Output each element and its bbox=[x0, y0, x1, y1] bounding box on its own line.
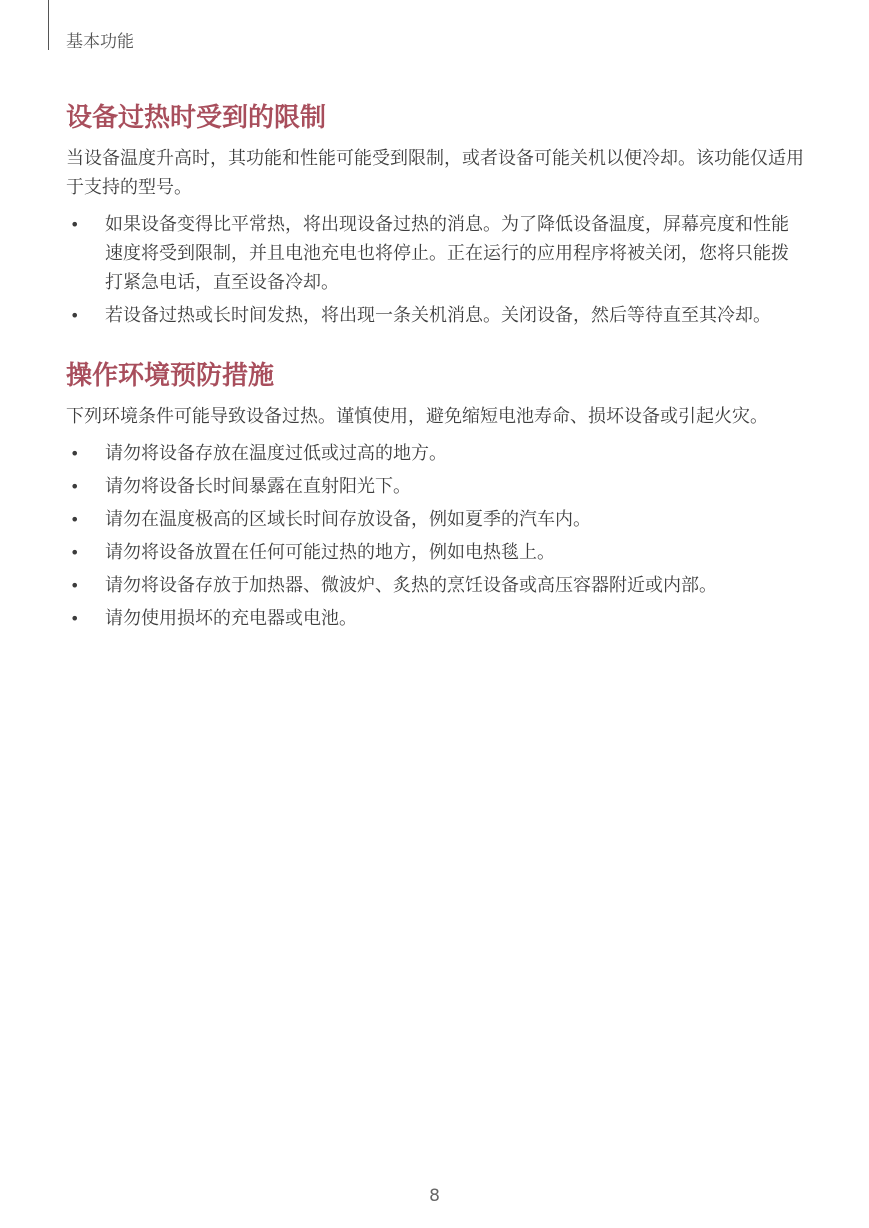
bullet-icon: • bbox=[70, 306, 80, 325]
section-environment-precautions bbox=[66, 358, 806, 633]
list-item bbox=[66, 439, 806, 468]
bullet-icon: • bbox=[70, 444, 80, 463]
bullet-icon: • bbox=[70, 543, 80, 562]
list-item-text: 请勿在温度极高的区域长时间存放设备，例如夏季的汽车内。 bbox=[105, 509, 591, 530]
bullet-icon: • bbox=[70, 477, 80, 496]
list-item bbox=[66, 301, 806, 330]
bullet-icon: • bbox=[70, 510, 80, 529]
list-item-text: 请勿将设备存放于加热器、微波炉、炙热的烹饪设备或高压容器附近或内部。 bbox=[105, 575, 717, 596]
section-title: 操作环境预防措施 bbox=[66, 361, 275, 391]
list-item bbox=[66, 505, 806, 534]
bullet-icon: • bbox=[70, 215, 80, 234]
bullet-icon: • bbox=[70, 609, 80, 628]
page-number: 8 bbox=[429, 1186, 440, 1206]
chapter-label: 基本功能 bbox=[66, 32, 134, 52]
list-item-text: 请勿将设备放置在任何可能过热的地方，例如电热毯上。 bbox=[105, 542, 555, 563]
bullet-list bbox=[66, 439, 806, 633]
list-item-text: 如果设备变得比平常热，将出现设备过热的消息。为了降低设备温度，屏幕亮度和性能速度将受到限制，并且电池充电也将停止。正在运行的应用程序将被关闭，您将只能拨打紧急电话，直至设备冷却。 bbox=[105, 214, 789, 293]
list-item-text: 若设备过热或长时间发热，将出现一条关机消息。关闭设备，然后等待直至其冷却。 bbox=[105, 305, 771, 326]
section-intro: 下列环境条件可能导致设备过热。谨慎使用，避免缩短电池寿命、损坏设备或引起火灾。 bbox=[66, 406, 768, 427]
header-divider bbox=[48, 0, 49, 50]
list-item bbox=[66, 571, 806, 600]
list-item bbox=[66, 210, 806, 297]
section-overheat-limits bbox=[66, 100, 806, 330]
main-content bbox=[66, 100, 806, 637]
section-intro: 当设备温度升高时，其功能和性能可能受到限制，或者设备可能关机以便冷却。该功能仅适用于支持的型号。 bbox=[66, 148, 804, 198]
bullet-icon: • bbox=[70, 576, 80, 595]
section-title: 设备过热时受到的限制 bbox=[66, 103, 327, 133]
list-item-text: 请勿将设备长时间暴露在直射阳光下。 bbox=[105, 476, 411, 497]
list-item bbox=[66, 472, 806, 501]
bullet-list bbox=[66, 210, 806, 330]
list-item-text: 请勿将设备存放在温度过低或过高的地方。 bbox=[105, 443, 447, 464]
list-item bbox=[66, 538, 806, 567]
list-item bbox=[66, 604, 806, 633]
list-item-text: 请勿使用损坏的充电器或电池。 bbox=[105, 608, 357, 629]
